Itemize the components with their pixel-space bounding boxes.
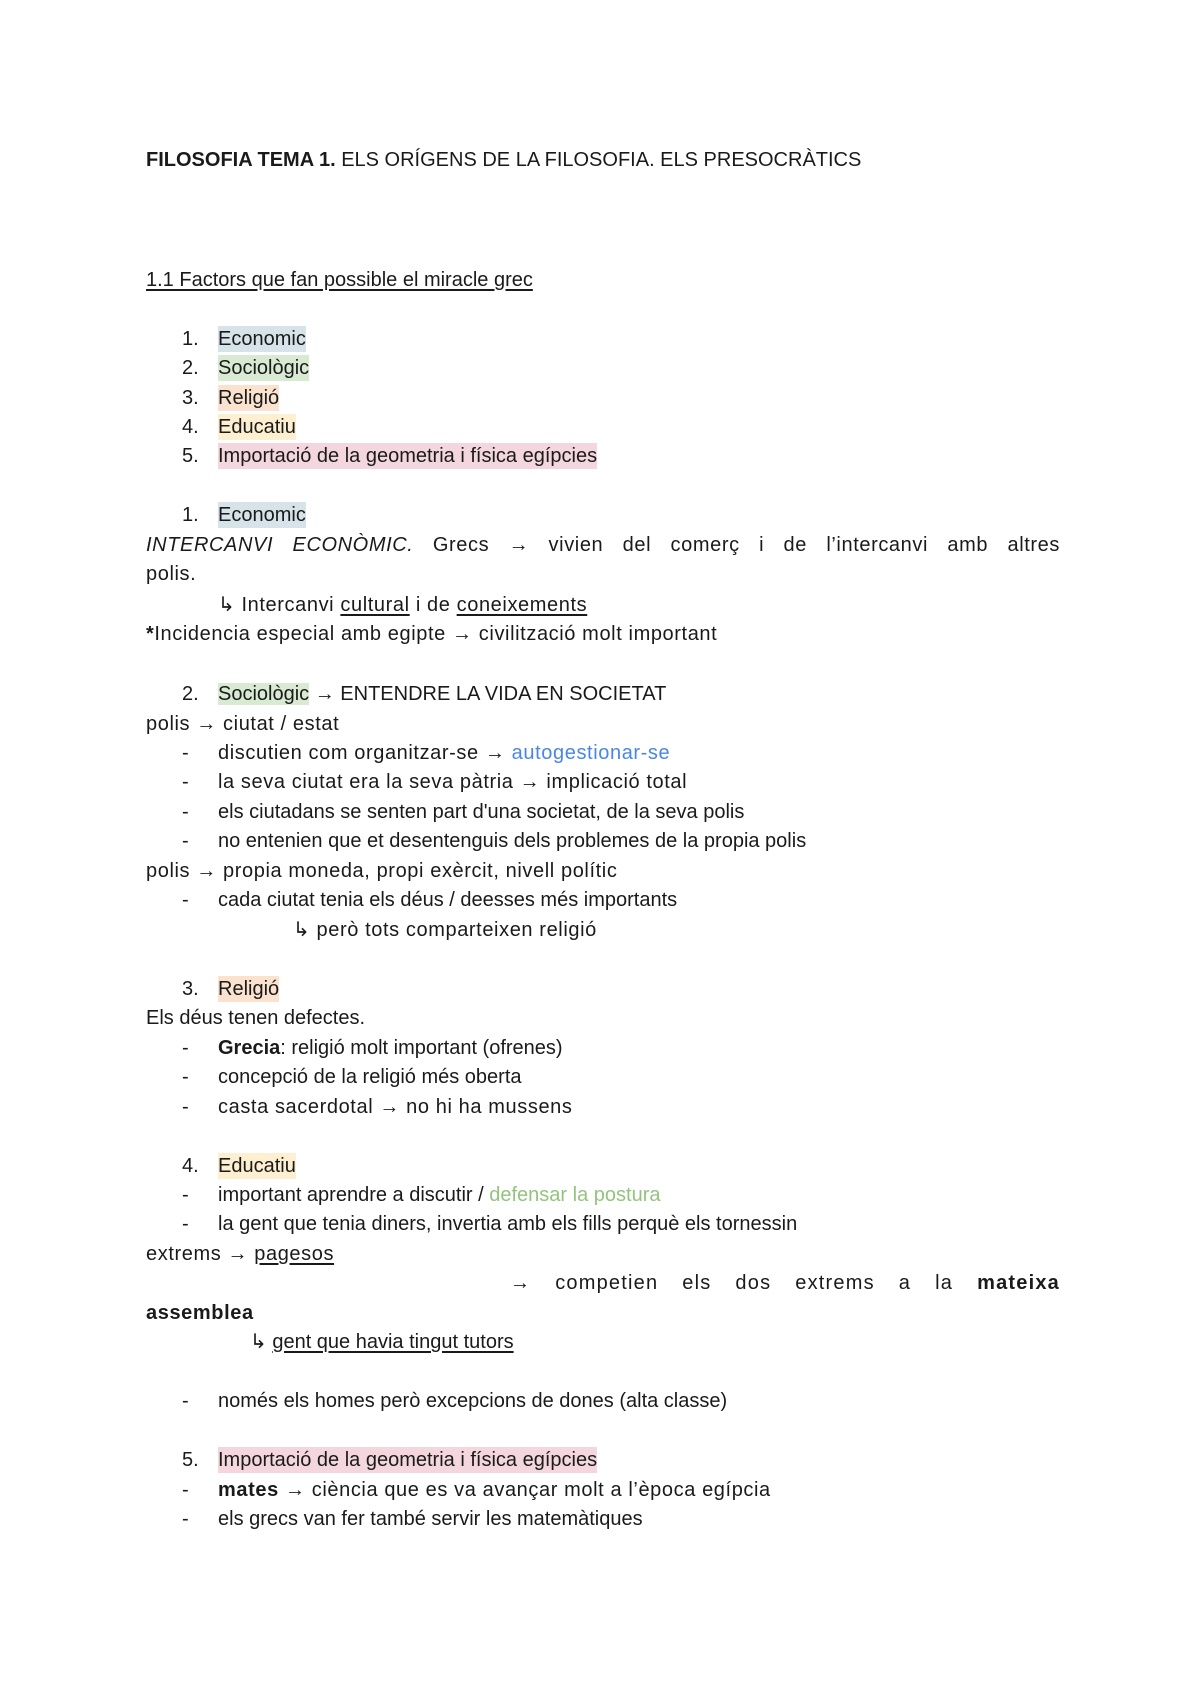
green-term: defensar la postura	[489, 1184, 661, 1206]
factor-importacio: Importació de la geometria i física egípcies	[218, 445, 598, 467]
arrow-line: ↳ però tots comparteixen religió	[293, 919, 597, 941]
title-rest: ELS ORÍGENS DE LA FILOSOFIA. ELS PRESOCRÀTICS	[335, 149, 862, 171]
paragraph-line: polis → ciutat / estat	[146, 713, 340, 735]
section-heading: 1.1 Factors que fan possible el miracle grec	[146, 269, 533, 291]
paragraph-line: *Incidencia especial amb egipte → civilització molt important	[146, 623, 718, 645]
paragraph-line: INTERCANVI ECONÒMIC. Grecs → vivien del comerç i de l’intercanvi amb altres	[146, 534, 1060, 556]
factor-religio: Religió	[218, 387, 280, 409]
paragraph-line: assemblea	[146, 1302, 254, 1324]
blue-term: autogestionar-se	[511, 742, 671, 764]
factor-sociologic: Sociològic	[218, 357, 310, 379]
arrow-line: ↳ Intercanvi cultural i de coneixements	[218, 594, 588, 616]
paragraph-line: polis → propia moneda, propi exèrcit, nivell polític	[146, 860, 618, 882]
document-page: FILOSOFIA TEMA 1. ELS ORÍGENS DE LA FILOSOFIA. ELS PRESOCRÀTICS 1.1 Factors que fan possible el miracle grec 1. Economic 2. Sociològic 3. Religió 4. Educatiu 5. Importació de la geometria i física egípcies 1. Economic INTERCANVI ECONÒMIC. Grecs → vivien del comerç i de l’intercanvi amb altres polis. ↳ Intercanvi cultural i de coneixements *Incidencia especial amb egipte → civilització molt important 2. Sociològic → ENTENDRE LA VIDA EN SOCIETAT polis → ciutat / estat - discutien com organitzar-se → autogestionar-se - la seva ciutat era la seva pàtria → implicació total - els ciutadans se senten part d'una societat, de la seva polis - no entenien que et desentenguis dels problemes de la propia polis polis → propia moneda, propi exèrcit, nivell polític - cada ciutat tenia els déus / deesses més importants ↳ però tots comparteixen religió 3. Religió Els déus tenen defectes. - Grecia: religió molt important (ofrenes) - concepció de la religió més oberta - casta sacerdotal → no hi ha mussens 4. Educatiu - important aprendre a discutir / defensar la postura - la gent que tenia diners, invertia amb els fills perquè els tornessin extrems → pagesos → competien els dos extrems a la mateixa assemblea ↳ gent que havia tingut tutors - només els homes però excepcions de dones (alta classe) 5. Importació de la geometria i física egípcies - mates → ciència que es va avançar molt a l’època egípcia - els grecs van fer també servir les matemàtiques	[146, 149, 1060, 1530]
factor-economic: Economic	[218, 328, 306, 350]
title-bold: FILOSOFIA TEMA 1.	[146, 149, 336, 171]
arrow-line: ↳ gent que havia tingut tutors	[250, 1331, 514, 1353]
paragraph-line: polis.	[146, 563, 197, 585]
factor-educatiu: Educatiu	[218, 416, 296, 438]
paragraph-line: extrems → pagesos	[146, 1243, 335, 1265]
paragraph-line: Els déus tenen defectes.	[146, 1007, 366, 1029]
paragraph-line: → competien els dos extrems a la mateixa	[510, 1272, 1060, 1294]
document-title	[146, 147, 861, 173]
